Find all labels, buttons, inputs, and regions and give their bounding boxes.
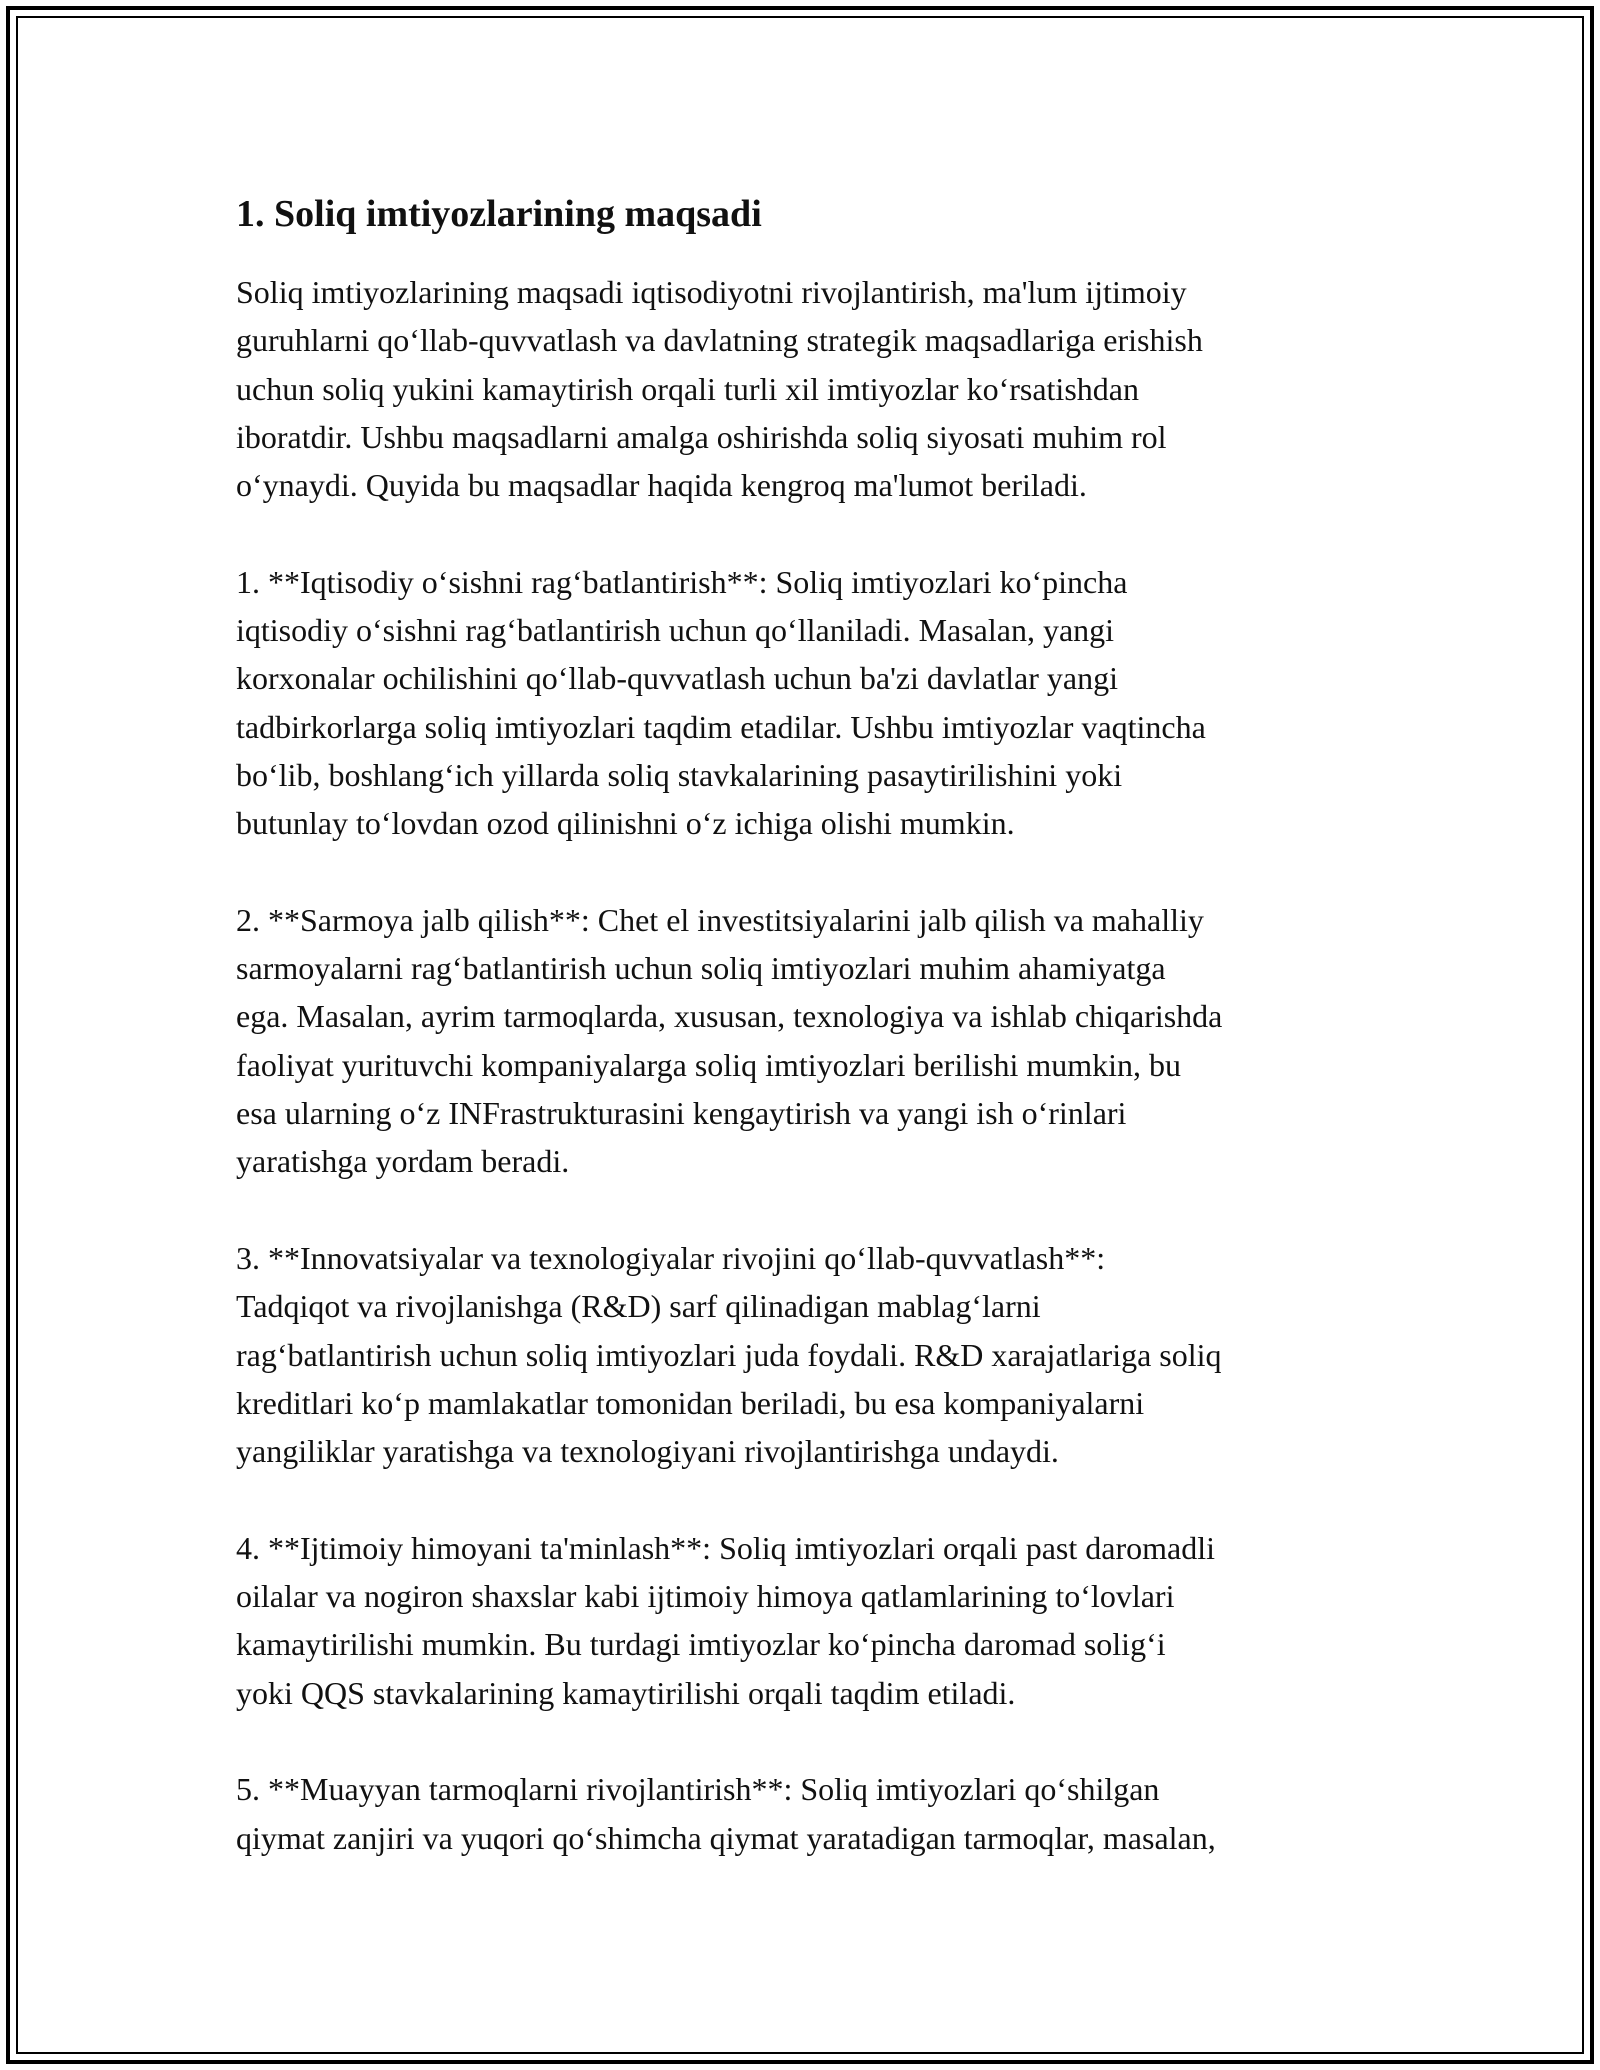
list-item-3-paragraph: 3. **Innovatsiyalar va texnologiyalar rivojini qo‘llab-quvvatlash**: Tadqiqot va rivojlanishga (R&D) sarf qilinadigan mablag‘larni rag‘batlantirish uchun soliq imtiyozlari juda foydali. R&D xarajatlariga soliq kreditlari ko‘p mamlakatlar tomonidan beriladi, bu esa kompaniyalarni yangiliklar yaratishga va texnologiyani rivojlantirishga undaydi.	[236, 1239, 1222, 1470]
list-item-2-paragraph: 2. **Sarmoya jalb qilish**: Chet el investitsiyalarini jalb qilish va mahalliy sarmoyalarni rag‘batlantirish uchun soliq imtiyozlari muhim ahamiyatga ega. Masalan, ayrim tarmoqlarda, xususan, texnologiya va ishlab chiqarishda faoliyat yurituvchi kompaniyalarga soliq imtiyozlari berilishi mumkin, bu esa ularning o‘z INFrastrukturasini kengaytirish va yangi ish o‘rinlari yaratishga yordam beradi.	[236, 901, 1223, 1180]
document-body	[236, 186, 1416, 1910]
list-item-1-paragraph: 1. **Iqtisodiy o‘sishni rag‘batlantirish**: Soliq imtiyozlari ko‘pincha iqtisodiy o‘sishni rag‘batlantirish uchun qo‘llaniladi. Masalan, yangi korxonalar ochilishini qo‘llab-quvvatlash uchun ba'zi davlatlar yangi tadbirkorlarga soliq imtiyozlari taqdim etadilar. Ushbu imtiyozlar vaqtincha bo‘lib, boshlang‘ich yillarda soliq stavkalarining pasaytirilishini yoki butunlay to‘lovdan ozod qilinishni o‘z ichiga olishi mumkin.	[236, 563, 1206, 842]
intro-paragraph: Soliq imtiyozlarining maqsadi iqtisodiyotni rivojlantirish, ma'lum ijtimoiy guruhlarni qo‘llab-quvvatlash va davlatning strategik maqsadlariga erishish uchun soliq yukini kamaytirish orqali turli xil imtiyozlar ko‘rsatishdan iboratdir. Ushbu maqsadlarni amalga oshirishda soliq siyosati muhim rol o‘ynaydi. Quyida bu maqsadlar haqida kengroq ma'lumot beriladi.	[236, 274, 1203, 504]
section-heading: 1. Soliq imtiyozlarining maqsadi	[236, 193, 762, 235]
list-item-5-paragraph: 5. **Muayyan tarmoqlarni rivojlantirish**: Soliq imtiyozlari qo‘shilgan qiymat zanjiri va yuqori qo‘shimcha qiymat yaratadigan tarmoqlar, masalan,	[236, 1771, 1216, 1856]
list-item-4-paragraph: 4. **Ijtimoiy himoyani ta'minlash**: Soliq imtiyozlari orqali past daromadli oilalar va nogiron shaxslar kabi ijtimoiy himoya qatlamlarining to‘lovlari kamaytirilishi mumkin. Bu turdagi imtiyozlar ko‘pincha daromad solig‘i yoki QQS stavkalarining kamaytirilishi orqali taqdim etiladi.	[236, 1529, 1215, 1711]
